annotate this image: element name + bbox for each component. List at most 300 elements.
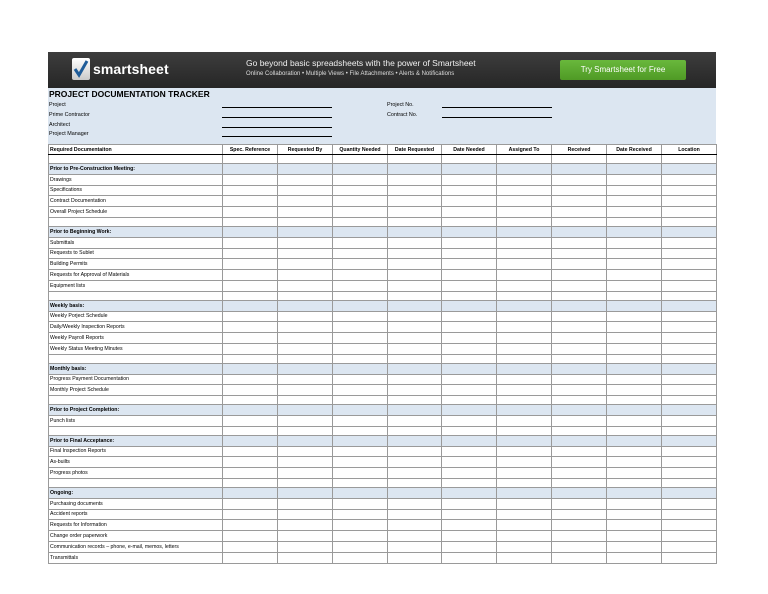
- table-cell[interactable]: [278, 155, 333, 164]
- table-cell[interactable]: [662, 541, 717, 552]
- table-cell[interactable]: [278, 237, 333, 248]
- table-cell[interactable]: [552, 405, 607, 416]
- table-cell[interactable]: [278, 509, 333, 520]
- table-cell[interactable]: [552, 487, 607, 498]
- document-cell[interactable]: Monthly Project Schedule: [49, 385, 223, 396]
- table-cell[interactable]: [223, 322, 278, 333]
- document-cell[interactable]: Weekly Porject Schedule: [49, 311, 223, 322]
- table-cell[interactable]: [442, 343, 497, 354]
- table-cell[interactable]: [278, 291, 333, 300]
- table-cell[interactable]: [388, 435, 442, 446]
- table-cell[interactable]: [278, 217, 333, 226]
- table-cell[interactable]: [223, 300, 278, 311]
- table-cell[interactable]: [607, 531, 662, 542]
- table-cell[interactable]: [333, 185, 388, 196]
- table-cell[interactable]: [552, 468, 607, 479]
- table-cell[interactable]: [607, 217, 662, 226]
- table-cell[interactable]: [442, 237, 497, 248]
- table-cell[interactable]: [223, 426, 278, 435]
- document-cell[interactable]: Purchasing documents: [49, 498, 223, 509]
- table-cell[interactable]: [442, 374, 497, 385]
- table-cell[interactable]: [442, 354, 497, 363]
- table-cell[interactable]: [662, 468, 717, 479]
- table-cell[interactable]: [497, 415, 552, 426]
- table-cell[interactable]: [552, 498, 607, 509]
- table-cell[interactable]: [333, 280, 388, 291]
- table-cell[interactable]: [442, 217, 497, 226]
- table-cell[interactable]: [223, 396, 278, 405]
- document-cell[interactable]: Progress photos: [49, 468, 223, 479]
- document-cell[interactable]: Building Permits: [49, 259, 223, 270]
- table-cell[interactable]: [333, 446, 388, 457]
- table-cell[interactable]: [442, 487, 497, 498]
- table-cell[interactable]: [388, 468, 442, 479]
- table-cell[interactable]: [388, 374, 442, 385]
- table-cell[interactable]: [388, 300, 442, 311]
- table-cell[interactable]: [442, 426, 497, 435]
- table-cell[interactable]: [607, 237, 662, 248]
- table-cell[interactable]: [442, 226, 497, 237]
- project-manager-field[interactable]: [222, 136, 332, 137]
- table-cell[interactable]: [607, 196, 662, 207]
- table-cell[interactable]: [552, 531, 607, 542]
- table-cell[interactable]: [442, 196, 497, 207]
- table-cell[interactable]: [388, 498, 442, 509]
- table-cell[interactable]: [388, 405, 442, 416]
- table-cell[interactable]: [607, 280, 662, 291]
- document-cell[interactable]: [49, 354, 223, 363]
- table-cell[interactable]: [388, 322, 442, 333]
- table-cell[interactable]: [388, 478, 442, 487]
- table-cell[interactable]: [497, 164, 552, 175]
- contract-no-field[interactable]: [442, 117, 552, 118]
- table-cell[interactable]: [552, 426, 607, 435]
- table-cell[interactable]: [552, 196, 607, 207]
- table-cell[interactable]: [662, 520, 717, 531]
- table-cell[interactable]: [442, 155, 497, 164]
- document-cell[interactable]: Final Inspection Reports: [49, 446, 223, 457]
- table-cell[interactable]: [552, 248, 607, 259]
- table-cell[interactable]: [607, 226, 662, 237]
- table-cell[interactable]: [607, 457, 662, 468]
- table-cell[interactable]: [607, 164, 662, 175]
- table-cell[interactable]: [278, 300, 333, 311]
- try-free-button[interactable]: Try Smartsheet for Free: [560, 60, 686, 80]
- table-cell[interactable]: [333, 457, 388, 468]
- document-cell[interactable]: Ongoing:: [49, 487, 223, 498]
- table-cell[interactable]: [552, 164, 607, 175]
- table-cell[interactable]: [388, 363, 442, 374]
- table-cell[interactable]: [223, 270, 278, 281]
- table-cell[interactable]: [442, 498, 497, 509]
- table-cell[interactable]: [333, 396, 388, 405]
- table-cell[interactable]: [497, 343, 552, 354]
- column-header[interactable]: Date Requested: [388, 145, 442, 155]
- table-cell[interactable]: [442, 322, 497, 333]
- table-cell[interactable]: [497, 457, 552, 468]
- table-cell[interactable]: [552, 446, 607, 457]
- table-cell[interactable]: [497, 374, 552, 385]
- table-cell[interactable]: [662, 531, 717, 542]
- table-cell[interactable]: [552, 155, 607, 164]
- table-cell[interactable]: [662, 426, 717, 435]
- document-cell[interactable]: [49, 291, 223, 300]
- column-header[interactable]: Location: [662, 145, 717, 155]
- table-cell[interactable]: [278, 405, 333, 416]
- document-cell[interactable]: Contract Documentation: [49, 196, 223, 207]
- table-cell[interactable]: [333, 435, 388, 446]
- table-cell[interactable]: [388, 552, 442, 563]
- table-cell[interactable]: [333, 164, 388, 175]
- table-cell[interactable]: [607, 270, 662, 281]
- table-cell[interactable]: [223, 405, 278, 416]
- table-cell[interactable]: [607, 333, 662, 344]
- document-cell[interactable]: Daily/Weekly Inspection Reports: [49, 322, 223, 333]
- table-cell[interactable]: [278, 280, 333, 291]
- table-cell[interactable]: [333, 217, 388, 226]
- table-cell[interactable]: [442, 552, 497, 563]
- table-cell[interactable]: [662, 174, 717, 185]
- table-cell[interactable]: [662, 385, 717, 396]
- table-cell[interactable]: [442, 164, 497, 175]
- table-cell[interactable]: [223, 174, 278, 185]
- document-cell[interactable]: Monthly basis:: [49, 363, 223, 374]
- table-cell[interactable]: [278, 487, 333, 498]
- table-cell[interactable]: [223, 385, 278, 396]
- table-cell[interactable]: [278, 552, 333, 563]
- column-header[interactable]: Date Needed: [442, 145, 497, 155]
- table-cell[interactable]: [278, 426, 333, 435]
- table-cell[interactable]: [333, 322, 388, 333]
- table-cell[interactable]: [223, 374, 278, 385]
- table-cell[interactable]: [388, 237, 442, 248]
- column-header[interactable]: Date Received: [607, 145, 662, 155]
- table-cell[interactable]: [552, 385, 607, 396]
- table-cell[interactable]: [497, 226, 552, 237]
- table-cell[interactable]: [442, 396, 497, 405]
- table-cell[interactable]: [552, 478, 607, 487]
- document-cell[interactable]: Communication records – phone, e-mail, memos, letters: [49, 541, 223, 552]
- table-cell[interactable]: [607, 185, 662, 196]
- table-cell[interactable]: [662, 333, 717, 344]
- table-cell[interactable]: [223, 207, 278, 218]
- table-cell[interactable]: [662, 259, 717, 270]
- table-cell[interactable]: [333, 259, 388, 270]
- table-cell[interactable]: [278, 185, 333, 196]
- table-cell[interactable]: [497, 385, 552, 396]
- table-cell[interactable]: [333, 478, 388, 487]
- table-cell[interactable]: [552, 509, 607, 520]
- table-cell[interactable]: [552, 322, 607, 333]
- table-cell[interactable]: [223, 291, 278, 300]
- table-cell[interactable]: [278, 541, 333, 552]
- table-cell[interactable]: [388, 343, 442, 354]
- table-cell[interactable]: [442, 385, 497, 396]
- project-no-field[interactable]: [442, 107, 552, 108]
- table-cell[interactable]: [442, 311, 497, 322]
- table-cell[interactable]: [497, 520, 552, 531]
- table-cell[interactable]: [388, 259, 442, 270]
- table-cell[interactable]: [662, 552, 717, 563]
- table-cell[interactable]: [607, 509, 662, 520]
- table-cell[interactable]: [223, 520, 278, 531]
- table-cell[interactable]: [333, 333, 388, 344]
- table-cell[interactable]: [607, 259, 662, 270]
- table-cell[interactable]: [497, 259, 552, 270]
- table-cell[interactable]: [662, 478, 717, 487]
- table-cell[interactable]: [497, 322, 552, 333]
- column-header[interactable]: Received: [552, 145, 607, 155]
- table-cell[interactable]: [442, 509, 497, 520]
- table-cell[interactable]: [278, 446, 333, 457]
- table-cell[interactable]: [607, 426, 662, 435]
- table-cell[interactable]: [442, 185, 497, 196]
- table-cell[interactable]: [278, 207, 333, 218]
- table-cell[interactable]: [442, 541, 497, 552]
- table-cell[interactable]: [333, 354, 388, 363]
- table-cell[interactable]: [388, 155, 442, 164]
- table-cell[interactable]: [607, 291, 662, 300]
- table-cell[interactable]: [442, 333, 497, 344]
- table-cell[interactable]: [333, 248, 388, 259]
- table-cell[interactable]: [333, 552, 388, 563]
- table-cell[interactable]: [497, 478, 552, 487]
- table-cell[interactable]: [607, 468, 662, 479]
- table-cell[interactable]: [552, 363, 607, 374]
- table-cell[interactable]: [223, 478, 278, 487]
- table-cell[interactable]: [552, 354, 607, 363]
- table-cell[interactable]: [388, 164, 442, 175]
- table-cell[interactable]: [497, 217, 552, 226]
- table-cell[interactable]: [497, 185, 552, 196]
- table-cell[interactable]: [662, 322, 717, 333]
- table-cell[interactable]: [333, 498, 388, 509]
- table-cell[interactable]: [497, 354, 552, 363]
- column-header[interactable]: Assigned To: [497, 145, 552, 155]
- table-cell[interactable]: [607, 207, 662, 218]
- table-cell[interactable]: [607, 520, 662, 531]
- table-cell[interactable]: [497, 174, 552, 185]
- table-cell[interactable]: [662, 237, 717, 248]
- table-cell[interactable]: [333, 487, 388, 498]
- table-cell[interactable]: [223, 280, 278, 291]
- table-cell[interactable]: [662, 457, 717, 468]
- table-cell[interactable]: [552, 541, 607, 552]
- table-cell[interactable]: [662, 217, 717, 226]
- table-cell[interactable]: [442, 174, 497, 185]
- table-cell[interactable]: [278, 270, 333, 281]
- table-cell[interactable]: [223, 415, 278, 426]
- document-cell[interactable]: Prior to Project Completion:: [49, 405, 223, 416]
- table-cell[interactable]: [223, 343, 278, 354]
- table-cell[interactable]: [497, 300, 552, 311]
- table-cell[interactable]: [442, 300, 497, 311]
- table-cell[interactable]: [388, 291, 442, 300]
- table-cell[interactable]: [388, 520, 442, 531]
- document-cell[interactable]: [49, 396, 223, 405]
- table-cell[interactable]: [497, 446, 552, 457]
- table-cell[interactable]: [388, 426, 442, 435]
- table-cell[interactable]: [442, 259, 497, 270]
- table-cell[interactable]: [607, 446, 662, 457]
- table-cell[interactable]: [278, 226, 333, 237]
- table-cell[interactable]: [223, 237, 278, 248]
- table-cell[interactable]: [552, 174, 607, 185]
- table-cell[interactable]: [442, 531, 497, 542]
- table-cell[interactable]: [388, 248, 442, 259]
- table-cell[interactable]: [388, 415, 442, 426]
- table-cell[interactable]: [662, 498, 717, 509]
- table-cell[interactable]: [662, 343, 717, 354]
- table-cell[interactable]: [388, 487, 442, 498]
- table-cell[interactable]: [442, 435, 497, 446]
- table-cell[interactable]: [223, 217, 278, 226]
- column-header[interactable]: Quantity Needed: [333, 145, 388, 155]
- table-cell[interactable]: [497, 363, 552, 374]
- table-cell[interactable]: [333, 405, 388, 416]
- table-cell[interactable]: [333, 237, 388, 248]
- document-cell[interactable]: Weekly Status Meeting Minutes: [49, 343, 223, 354]
- table-cell[interactable]: [552, 226, 607, 237]
- table-cell[interactable]: [662, 405, 717, 416]
- table-cell[interactable]: [552, 185, 607, 196]
- table-cell[interactable]: [278, 468, 333, 479]
- table-cell[interactable]: [552, 457, 607, 468]
- table-cell[interactable]: [607, 478, 662, 487]
- table-cell[interactable]: [497, 270, 552, 281]
- table-cell[interactable]: [552, 280, 607, 291]
- document-cell[interactable]: [49, 426, 223, 435]
- table-cell[interactable]: [662, 354, 717, 363]
- table-cell[interactable]: [552, 333, 607, 344]
- table-cell[interactable]: [607, 155, 662, 164]
- table-cell[interactable]: [333, 509, 388, 520]
- document-cell[interactable]: Requests for Approval of Materials: [49, 270, 223, 281]
- table-cell[interactable]: [497, 509, 552, 520]
- table-cell[interactable]: [662, 207, 717, 218]
- table-cell[interactable]: [333, 415, 388, 426]
- table-cell[interactable]: [662, 248, 717, 259]
- table-cell[interactable]: [278, 333, 333, 344]
- table-cell[interactable]: [607, 248, 662, 259]
- table-cell[interactable]: [278, 457, 333, 468]
- table-cell[interactable]: [388, 509, 442, 520]
- table-cell[interactable]: [497, 487, 552, 498]
- table-cell[interactable]: [278, 385, 333, 396]
- table-cell[interactable]: [442, 248, 497, 259]
- table-cell[interactable]: [333, 155, 388, 164]
- table-cell[interactable]: [607, 343, 662, 354]
- table-cell[interactable]: [552, 259, 607, 270]
- table-cell[interactable]: [497, 237, 552, 248]
- document-cell[interactable]: Change order paperwork: [49, 531, 223, 542]
- table-cell[interactable]: [552, 217, 607, 226]
- table-cell[interactable]: [333, 300, 388, 311]
- table-cell[interactable]: [442, 478, 497, 487]
- table-cell[interactable]: [278, 322, 333, 333]
- table-cell[interactable]: [278, 196, 333, 207]
- table-cell[interactable]: [662, 280, 717, 291]
- table-cell[interactable]: [278, 311, 333, 322]
- table-cell[interactable]: [223, 311, 278, 322]
- table-cell[interactable]: [388, 280, 442, 291]
- table-cell[interactable]: [442, 280, 497, 291]
- table-cell[interactable]: [442, 446, 497, 457]
- project-field[interactable]: [222, 107, 332, 108]
- table-cell[interactable]: [388, 185, 442, 196]
- table-cell[interactable]: [552, 435, 607, 446]
- table-cell[interactable]: [552, 552, 607, 563]
- table-cell[interactable]: [388, 196, 442, 207]
- table-cell[interactable]: [607, 385, 662, 396]
- table-cell[interactable]: [388, 174, 442, 185]
- table-cell[interactable]: [388, 396, 442, 405]
- table-cell[interactable]: [388, 207, 442, 218]
- table-cell[interactable]: [497, 248, 552, 259]
- table-cell[interactable]: [442, 270, 497, 281]
- table-cell[interactable]: [497, 196, 552, 207]
- document-cell[interactable]: Requests to Sublet: [49, 248, 223, 259]
- document-cell[interactable]: Accident reports: [49, 509, 223, 520]
- table-cell[interactable]: [497, 396, 552, 405]
- table-cell[interactable]: [662, 396, 717, 405]
- table-cell[interactable]: [497, 435, 552, 446]
- table-cell[interactable]: [662, 226, 717, 237]
- table-cell[interactable]: [497, 405, 552, 416]
- column-header[interactable]: Spec. Reference: [223, 145, 278, 155]
- table-cell[interactable]: [278, 520, 333, 531]
- table-cell[interactable]: [278, 248, 333, 259]
- table-cell[interactable]: [333, 270, 388, 281]
- table-cell[interactable]: [662, 164, 717, 175]
- table-cell[interactable]: [223, 164, 278, 175]
- table-cell[interactable]: [662, 311, 717, 322]
- table-cell[interactable]: [662, 374, 717, 385]
- table-cell[interactable]: [223, 226, 278, 237]
- document-cell[interactable]: Weekly Payroll Reports: [49, 333, 223, 344]
- table-cell[interactable]: [607, 174, 662, 185]
- table-cell[interactable]: [223, 248, 278, 259]
- document-cell[interactable]: Submittals: [49, 237, 223, 248]
- table-cell[interactable]: [278, 354, 333, 363]
- table-cell[interactable]: [552, 291, 607, 300]
- table-cell[interactable]: [607, 300, 662, 311]
- table-cell[interactable]: [333, 174, 388, 185]
- table-cell[interactable]: [223, 446, 278, 457]
- column-header[interactable]: Requested By: [278, 145, 333, 155]
- table-cell[interactable]: [497, 155, 552, 164]
- table-cell[interactable]: [607, 363, 662, 374]
- document-cell[interactable]: Weekly basis:: [49, 300, 223, 311]
- table-cell[interactable]: [552, 415, 607, 426]
- table-cell[interactable]: [333, 311, 388, 322]
- table-cell[interactable]: [388, 226, 442, 237]
- table-cell[interactable]: [278, 498, 333, 509]
- table-cell[interactable]: [607, 487, 662, 498]
- table-cell[interactable]: [662, 487, 717, 498]
- table-cell[interactable]: [278, 396, 333, 405]
- document-cell[interactable]: Overall Project Schedule: [49, 207, 223, 218]
- table-cell[interactable]: [388, 311, 442, 322]
- table-cell[interactable]: [223, 552, 278, 563]
- table-cell[interactable]: [662, 155, 717, 164]
- table-cell[interactable]: [497, 468, 552, 479]
- table-cell[interactable]: [223, 196, 278, 207]
- table-cell[interactable]: [662, 185, 717, 196]
- table-cell[interactable]: [497, 498, 552, 509]
- table-cell[interactable]: [607, 498, 662, 509]
- document-cell[interactable]: Specifications: [49, 185, 223, 196]
